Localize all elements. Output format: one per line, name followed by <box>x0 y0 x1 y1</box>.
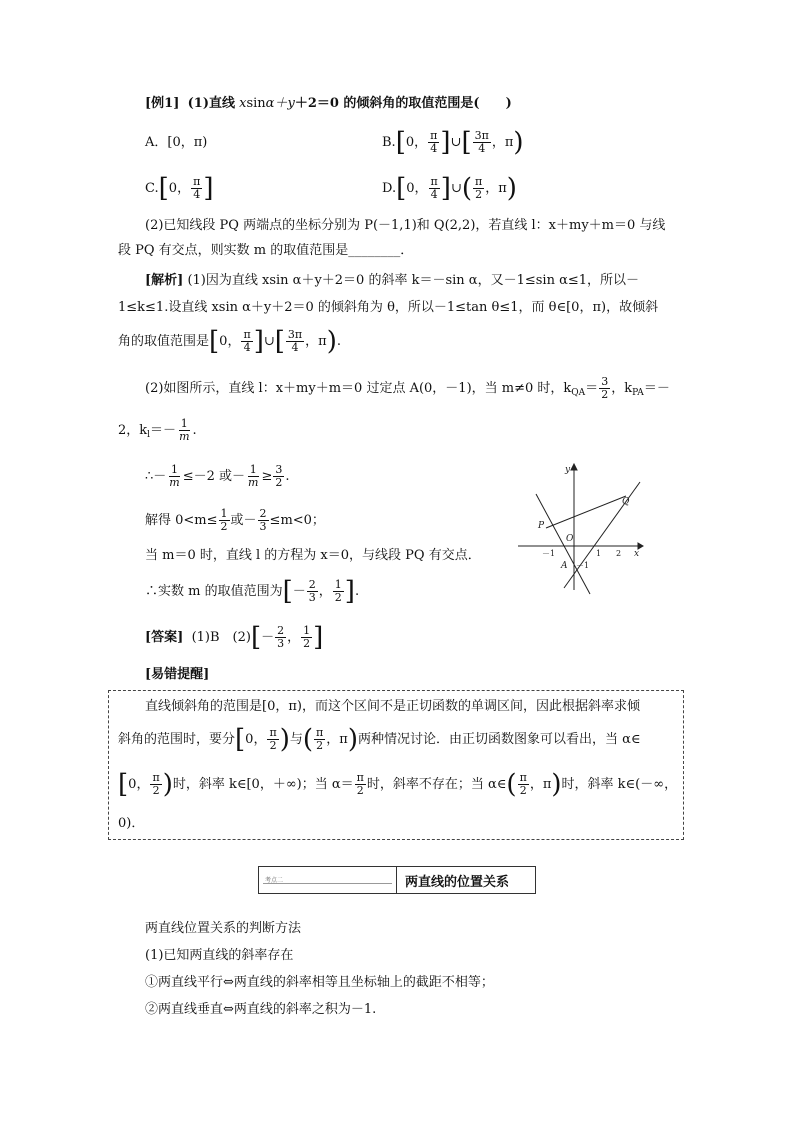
mistake-line-3: [0， $\frac{\pi}{2}$ )时，斜率 k∈[0，＋∞)；当 α＝ $\frac{\pi}{2}$ 时，斜率不存在；当 α∈( $\frac{\pi}{2}$ ，π)时，斜率 k∈(－∞， <box>118 769 678 800</box>
solution-part2-line-1: (2)如图所示，直线 l：x＋my＋m＝0 过定点 A(0，－1)，当 m≠0 时，$k_{QA}=$ $\frac{3}{2}$ ，$k_{PA}=-$ <box>145 375 670 401</box>
line-ap <box>536 494 590 594</box>
fraction: $\frac{1}{m}$ <box>179 417 190 443</box>
therefore-line: ∴－ $\frac{1}{m}$ ≤－2 或－ $\frac{1}{m}$ ≥ $\frac{3}{2}$ . <box>145 463 290 489</box>
fraction: $\frac{2}{3}$ <box>308 578 316 604</box>
segment-pq <box>546 496 626 528</box>
solution-part2-line-2: 2，$k_l=-$ $\frac{1}{m}$ . <box>118 417 197 443</box>
option-d: D.[0， $\frac{\pi}{4}$ ]∪( $\frac{\pi}{2}$ ，π) <box>382 173 517 204</box>
mistake-line-4: 0)． <box>118 816 145 831</box>
solution-line-2: 1≤k≤1.设直线 xsin α＋y＋2＝0 的倾斜角为 θ，所以－1≤tan θ≤1，而 θ∈[0，π)，故倾斜 <box>118 300 659 315</box>
y-axis-arrow <box>571 464 577 470</box>
y-axis-label: y <box>565 465 571 475</box>
question-2-line-2: 段 PQ 有交点，则实数 m 的取值范围是________． <box>118 243 414 258</box>
x-axis-label: x <box>634 549 640 559</box>
tick-x-minus-1: －1 <box>542 549 556 558</box>
question-2-line-1: (2)已知线段 PQ 两端点的坐标分别为 P(－1,1)和 Q(2,2)，若直线 l：x＋my＋m＝0 与线 <box>145 218 666 233</box>
fraction: $\frac{3\pi}{4}$ <box>474 129 489 155</box>
fraction: $\frac{\pi}{4}$ <box>193 175 201 201</box>
fraction: $\frac{1}{m}$ <box>248 463 259 489</box>
fraction: $\frac{\pi}{2}$ <box>316 726 324 752</box>
rules-sub-1: (1)已知两直线的斜率存在 <box>145 948 294 963</box>
fraction: $\frac{1}{2}$ <box>220 507 228 533</box>
rule-parallel: ①两直线平行⇔两直线的斜率相等且坐标轴上的截距不相等； <box>145 975 494 990</box>
fraction: $\frac{1}{m}$ <box>169 463 180 489</box>
answer-tag: [答案] <box>145 630 184 645</box>
section-tag-rule <box>263 883 392 884</box>
section-title: 两直线的位置关系 <box>405 874 510 890</box>
rules-heading: 两直线位置关系的判断方法 <box>145 921 302 936</box>
point-q-label: Q <box>622 497 630 507</box>
coordinate-figure <box>512 458 652 598</box>
tick-y-minus-1: －1 <box>576 561 590 570</box>
m-zero-line: 当 m＝0 时，直线 l 的方程为 x＝0，与线段 PQ 有交点． <box>145 548 481 563</box>
mistake-line-1: 直线倾斜角的范围是[0，π)，而这个区间不是正切函数的单调区间，因此根据斜率求倾 <box>145 699 640 714</box>
solution-line-1: [解析] (1)因为直线 xsin α＋y＋2＝0 的斜率 k＝－sin α，又－1≤sin α≤1，所以－ <box>145 273 640 288</box>
mistake-title: [易错提醒] <box>145 667 210 682</box>
solution-line-3: 角的取值范围是[0， $\frac{\pi}{4}$ ]∪[ $\frac{3\pi}{4}$ ，π). <box>118 326 342 357</box>
fraction: $\frac{3}{2}$ <box>601 375 609 401</box>
fraction: $\frac{3}{2}$ <box>275 463 283 489</box>
fraction: $\frac{\pi}{2}$ <box>475 175 483 201</box>
fraction: $\frac{1}{2}$ <box>303 624 311 650</box>
option-a: A．[0，π) <box>145 135 208 150</box>
fraction: $\frac{\pi}{2}$ <box>519 771 527 797</box>
origin-label: O <box>566 534 574 544</box>
example-question-1: [例1] (1)直线 xsinα＋y＋2＝0 的倾斜角的取值范围是( ) <box>145 96 512 111</box>
option-b: B.[0， $\frac{\pi}{4}$ ]∪[ $\frac{3\pi}{4}$ ，π) <box>382 127 524 158</box>
solve-line: 解得 0<m≤ $\frac{1}{2}$ 或－ $\frac{2}{3}$ ≤m<0； <box>145 507 325 533</box>
fraction: $\frac{\pi}{2}$ <box>152 771 160 797</box>
fraction: $\frac{\pi}{2}$ <box>356 771 364 797</box>
mistake-line-2: 斜角的范围时，要分[0， $\frac{\pi}{2}$ )与( $\frac{\pi}{2}$ ，π)两种情况讨论．由正切函数图象可以看出，当 α∈ <box>118 724 641 755</box>
point-a-label: A <box>561 561 568 571</box>
point-p-label: P <box>538 521 545 531</box>
fraction: $\frac{\pi}{4}$ <box>430 129 438 155</box>
section-tag-cell <box>259 867 397 893</box>
tick-x-2: 2 <box>616 549 622 558</box>
conclusion-line: ∴实数 m 的取值范围为[－ $\frac{2}{3}$ ， $\frac{1}{2}$ ]. <box>145 576 360 607</box>
tick-x-1: 1 <box>596 549 602 558</box>
fraction: $\frac{3\pi}{4}$ <box>287 328 303 354</box>
option-c: C.[0， $\frac{\pi}{4}$ ] <box>145 173 214 204</box>
solution-tag: [解析] <box>145 273 184 288</box>
fraction: $\frac{2}{3}$ <box>277 624 285 650</box>
section-tag: 考点二 <box>265 877 284 884</box>
fraction: $\frac{\pi}{4}$ <box>430 175 438 201</box>
rule-perpendicular: ②两直线垂直⇔两直线的斜率之积为－1. <box>145 1002 377 1017</box>
answer-line: [答案] (1)B (2)[－ $\frac{2}{3}$ ， $\frac{1}{2}$ ] <box>145 622 324 653</box>
example-tag: [例1] <box>145 96 180 111</box>
fraction: $\frac{\pi}{2}$ <box>269 726 277 752</box>
fraction: $\frac{\pi}{4}$ <box>243 328 251 354</box>
fraction: $\frac{2}{3}$ <box>259 507 267 533</box>
fraction: $\frac{1}{2}$ <box>334 578 342 604</box>
section-header-bar <box>258 866 536 894</box>
